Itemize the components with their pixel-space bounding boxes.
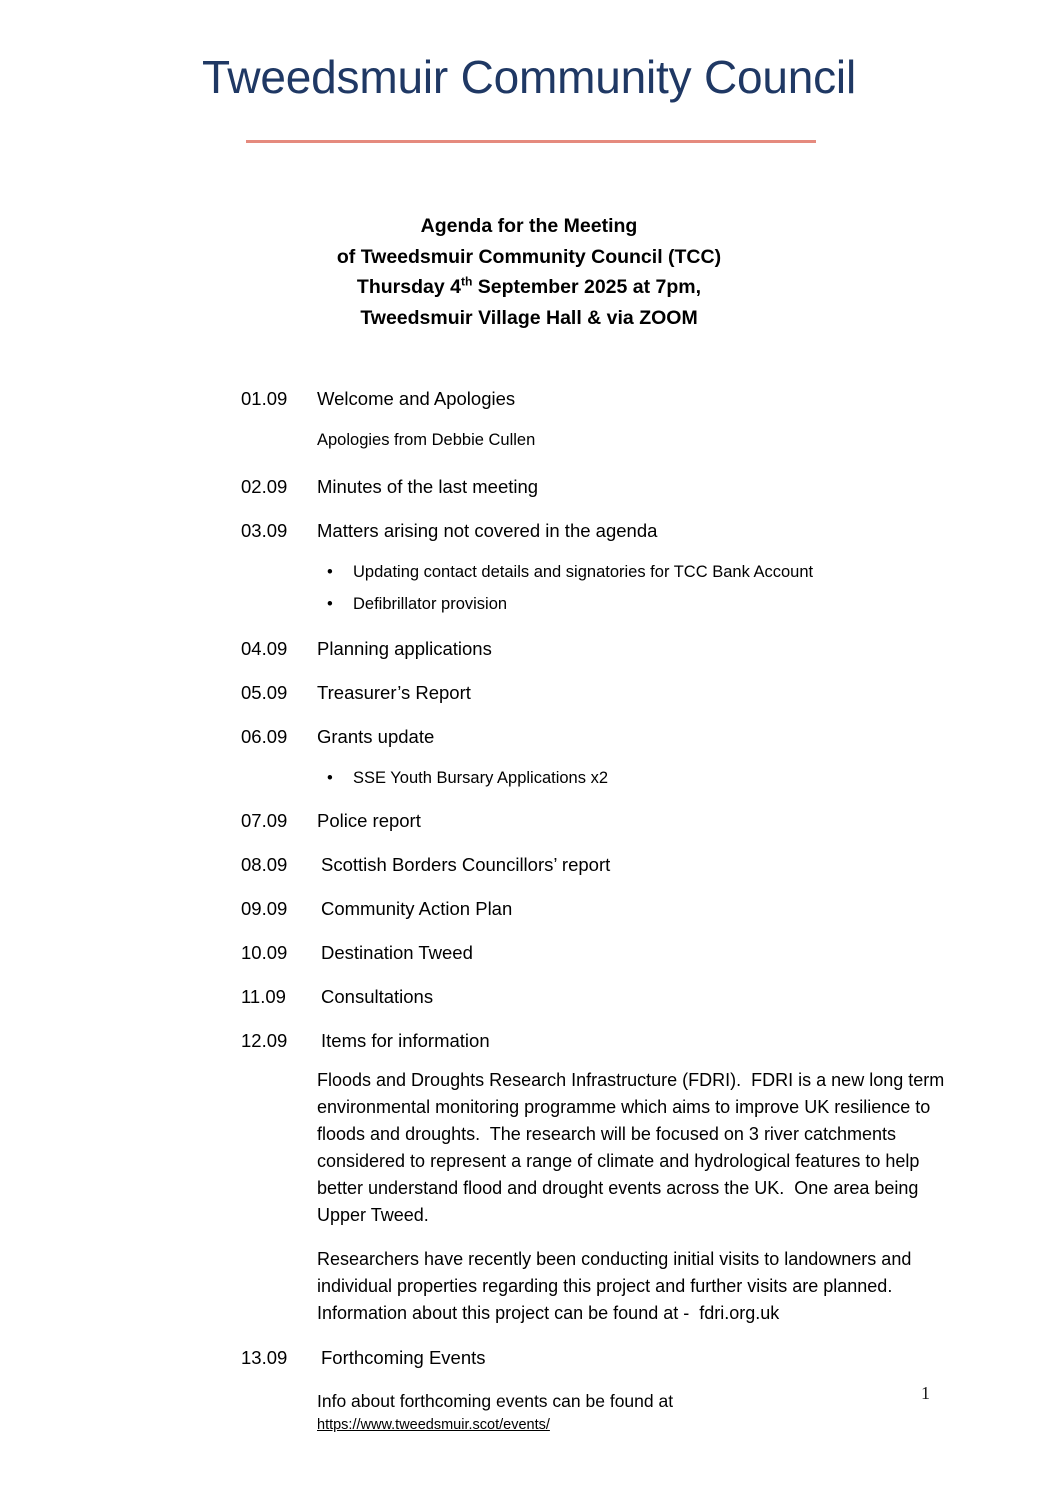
agenda-list: [0, 386, 1058, 1453]
agenda-item-number: 03.09: [241, 520, 288, 541]
agenda-item-number: 04.09: [241, 638, 288, 659]
heading-line-venue: Tweedsmuir Village Hall & via ZOOM: [360, 306, 698, 329]
agenda-item-number: 12.09: [241, 1030, 288, 1051]
bullet-text: Defibrillator provision: [353, 595, 508, 613]
agenda-item-04: [0, 636, 1058, 662]
agenda-item-06: [0, 724, 1058, 790]
agenda-item-12: [0, 1028, 1058, 1327]
page-number: 1: [921, 1383, 930, 1403]
agenda-item-title: Scottish Borders Councillors’ report: [321, 854, 611, 875]
list-item: [327, 552, 948, 584]
list-item: [327, 758, 948, 790]
agenda-item-title: Destination Tweed: [321, 942, 473, 963]
agenda-item-bullet-list: [0, 552, 1058, 616]
agenda-item-10: [0, 940, 1058, 966]
title-divider-rule: [246, 140, 816, 143]
agenda-item-05: [0, 680, 1058, 706]
agenda-item-paragraph-fdri-visits: Researchers have recently been conducting initial visits to landowners and individual properties regarding this project and further visits are planned. Information about this project can be found at - fdri.org.uk: [317, 1249, 917, 1323]
agenda-item-title: Forthcoming Events: [321, 1347, 486, 1368]
forthcoming-events-note: Info about forthcoming events can be found at: [317, 1391, 674, 1411]
forthcoming-events-link[interactable]: https://www.tweedsmuir.scot/events/: [317, 1417, 550, 1433]
heading-date-rest: September 2025 at 7pm,: [472, 276, 702, 298]
meeting-heading-block: [0, 211, 1058, 333]
agenda-item-13: [0, 1345, 1058, 1435]
heading-line-agenda: Agenda for the Meeting: [420, 215, 638, 237]
agenda-item-number: 13.09: [241, 1347, 288, 1368]
agenda-item-title: Police report: [317, 810, 421, 831]
agenda-item-07: [0, 808, 1058, 834]
heading-date-prefix: Thursday 4: [356, 276, 461, 298]
bullet-dot-icon: •: [327, 769, 333, 787]
agenda-item-title: Items for information: [321, 1030, 490, 1051]
agenda-item-title: Welcome and Apologies: [317, 388, 516, 409]
agenda-item-number: 08.09: [241, 854, 288, 875]
bullet-dot-icon: •: [327, 595, 333, 613]
agenda-item-title: Community Action Plan: [321, 898, 513, 919]
agenda-item-title: Planning applications: [317, 638, 492, 659]
agenda-item-number: 06.09: [241, 726, 288, 747]
bullet-text: SSE Youth Bursary Applications x2: [353, 769, 608, 787]
bullet-dot-icon: •: [327, 563, 333, 581]
agenda-item-number: 10.09: [241, 942, 288, 963]
heading-line-datetime: [0, 272, 1058, 303]
agenda-item-number: 09.09: [241, 898, 288, 919]
agenda-item-number: 02.09: [241, 476, 288, 497]
agenda-item-title: Matters arising not covered in the agenda: [317, 520, 658, 541]
heading-line-council: of Tweedsmuir Community Council (TCC): [336, 245, 722, 268]
agenda-item-number: 05.09: [241, 682, 288, 703]
agenda-item-number: 07.09: [241, 810, 288, 831]
agenda-item-title: Minutes of the last meeting: [317, 476, 539, 497]
agenda-item-02: [0, 474, 1058, 500]
agenda-item-paragraph-fdri-overview: Floods and Droughts Research Infrastructure (FDRI). FDRI is a new long term environmental monitoring programme which aims to improve UK resilience to floods and droughts. The research will be focused on 3 river catchments considered to represent a range of climate and hydrological features to help better understand flood and drought events across the UK. One area being Upper Tweed.: [317, 1070, 950, 1225]
agenda-item-11: [0, 984, 1058, 1010]
agenda-item-title: Treasurer’s Report: [317, 682, 471, 703]
list-item: [327, 584, 948, 616]
agenda-item-number: 01.09: [241, 388, 288, 409]
agenda-item-title: Grants update: [317, 726, 435, 747]
organisation-title: Tweedsmuir Community Council: [202, 51, 856, 103]
agenda-item-number: 11.09: [241, 986, 286, 1007]
heading-date-ordinal-suffix: th: [460, 274, 473, 289]
agenda-item-01: [0, 386, 1058, 452]
agenda-item-title: Consultations: [321, 986, 434, 1007]
agenda-item-09: [0, 896, 1058, 922]
agenda-item-bullet-list: [0, 758, 1058, 790]
agenda-item-note: Apologies from Debbie Cullen: [317, 431, 536, 449]
agenda-item-03: [0, 518, 1058, 616]
agenda-item-08: [0, 852, 1058, 878]
bullet-text: Updating contact details and signatories for TCC Bank Account: [353, 563, 814, 581]
letterhead: [0, 52, 1058, 104]
